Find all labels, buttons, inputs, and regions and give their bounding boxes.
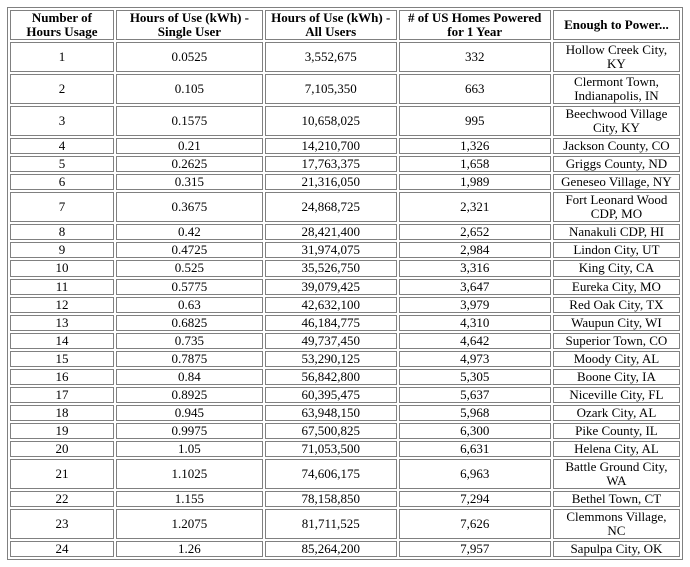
- table-cell: Eureka City, MO: [553, 279, 680, 295]
- table-cell: 1,658: [399, 156, 551, 172]
- table-cell: 0.5775: [116, 279, 263, 295]
- table-cell: 15: [10, 351, 114, 367]
- table-cell: 0.735: [116, 333, 263, 349]
- table-cell: 0.525: [116, 260, 263, 276]
- table-row: [10, 333, 680, 349]
- table-cell: 4,642: [399, 333, 551, 349]
- table-cell: 995: [399, 106, 551, 136]
- table-cell: 7,957: [399, 541, 551, 557]
- table-cell: 3,316: [399, 260, 551, 276]
- table-cell: 12: [10, 297, 114, 313]
- header-row: [10, 10, 680, 40]
- table-cell: 78,158,850: [265, 491, 397, 507]
- table-cell: Beechwood Village City, KY: [553, 106, 680, 136]
- table-cell: 332: [399, 42, 551, 72]
- column-header-enough-to-power: Enough to Power...: [553, 10, 680, 40]
- table-cell: Ozark City, AL: [553, 405, 680, 421]
- table-cell: 6: [10, 174, 114, 190]
- table-cell: 0.4725: [116, 242, 263, 258]
- table-cell: 74,606,175: [265, 459, 397, 489]
- table-cell: 3,552,675: [265, 42, 397, 72]
- table-cell: 7,105,350: [265, 74, 397, 104]
- table-cell: 1.05: [116, 441, 263, 457]
- table-cell: 0.0525: [116, 42, 263, 72]
- table-row: [10, 459, 680, 489]
- table-cell: 10,658,025: [265, 106, 397, 136]
- table-row: [10, 315, 680, 331]
- table-cell: 2,321: [399, 192, 551, 222]
- table-cell: 1.26: [116, 541, 263, 557]
- table-cell: 60,395,475: [265, 387, 397, 403]
- table-cell: 14,210,700: [265, 138, 397, 154]
- table-row: [10, 491, 680, 507]
- table-row: [10, 106, 680, 136]
- table-row: [10, 405, 680, 421]
- table-cell: 2: [10, 74, 114, 104]
- table-row: [10, 441, 680, 457]
- table-cell: Moody City, AL: [553, 351, 680, 367]
- table-cell: 85,264,200: [265, 541, 397, 557]
- table-cell: 0.63: [116, 297, 263, 313]
- table-cell: 0.945: [116, 405, 263, 421]
- table-cell: 1.155: [116, 491, 263, 507]
- table-row: [10, 509, 680, 539]
- table-cell: 6,631: [399, 441, 551, 457]
- table-cell: Sapulpa City, OK: [553, 541, 680, 557]
- table-row: [10, 242, 680, 258]
- table-row: [10, 279, 680, 295]
- table-row: [10, 174, 680, 190]
- table-cell: 0.8925: [116, 387, 263, 403]
- table-cell: Jackson County, CO: [553, 138, 680, 154]
- table-cell: Lindon City, UT: [553, 242, 680, 258]
- table-cell: 0.21: [116, 138, 263, 154]
- table-cell: Geneseo Village, NY: [553, 174, 680, 190]
- table-cell: 18: [10, 405, 114, 421]
- hours-usage-table: [7, 7, 683, 560]
- table-row: [10, 192, 680, 222]
- table-cell: 0.105: [116, 74, 263, 104]
- table-cell: 3,647: [399, 279, 551, 295]
- table-cell: 28,421,400: [265, 224, 397, 240]
- table-cell: 0.84: [116, 369, 263, 385]
- table-cell: 13: [10, 315, 114, 331]
- table-cell: 49,737,450: [265, 333, 397, 349]
- table-cell: King City, CA: [553, 260, 680, 276]
- table-cell: 7,294: [399, 491, 551, 507]
- table-cell: 35,526,750: [265, 260, 397, 276]
- table-cell: 0.6825: [116, 315, 263, 331]
- column-header-homes-powered: # of US Homes Powered for 1 Year: [399, 10, 551, 40]
- table-row: [10, 224, 680, 240]
- table-cell: Clemmons Village, NC: [553, 509, 680, 539]
- table-cell: 8: [10, 224, 114, 240]
- table-cell: Nanakuli CDP, HI: [553, 224, 680, 240]
- table-cell: 81,711,525: [265, 509, 397, 539]
- table-cell: 14: [10, 333, 114, 349]
- table-cell: 1.2075: [116, 509, 263, 539]
- table-body: [10, 42, 680, 557]
- table-cell: Fort Leonard Wood CDP, MO: [553, 192, 680, 222]
- table-cell: 1.1025: [116, 459, 263, 489]
- table-cell: 39,079,425: [265, 279, 397, 295]
- table-cell: 4,310: [399, 315, 551, 331]
- table-cell: 5,968: [399, 405, 551, 421]
- table-cell: 5: [10, 156, 114, 172]
- table-cell: 31,974,075: [265, 242, 397, 258]
- table-row: [10, 260, 680, 276]
- table-cell: 42,632,100: [265, 297, 397, 313]
- table-cell: 2,652: [399, 224, 551, 240]
- table-cell: Red Oak City, TX: [553, 297, 680, 313]
- table-cell: 4: [10, 138, 114, 154]
- table-cell: 0.315: [116, 174, 263, 190]
- table-cell: 63,948,150: [265, 405, 397, 421]
- table-row: [10, 138, 680, 154]
- column-header-kwh-all-users: Hours of Use (kWh) - All Users: [265, 10, 397, 40]
- table-cell: 0.1575: [116, 106, 263, 136]
- table-cell: Bethel Town, CT: [553, 491, 680, 507]
- table-cell: Battle Ground City, WA: [553, 459, 680, 489]
- table-cell: 17,763,375: [265, 156, 397, 172]
- table-cell: 0.9975: [116, 423, 263, 439]
- table-cell: 67,500,825: [265, 423, 397, 439]
- table-cell: 9: [10, 242, 114, 258]
- column-header-kwh-single-user: Hours of Use (kWh) - Single User: [116, 10, 263, 40]
- table-cell: Pike County, IL: [553, 423, 680, 439]
- table-cell: 7,626: [399, 509, 551, 539]
- table-cell: 2,984: [399, 242, 551, 258]
- table-cell: Boone City, IA: [553, 369, 680, 385]
- column-header-hours-usage: Number of Hours Usage: [10, 10, 114, 40]
- table-cell: 17: [10, 387, 114, 403]
- table-cell: 1,989: [399, 174, 551, 190]
- table-row: [10, 369, 680, 385]
- table-cell: 53,290,125: [265, 351, 397, 367]
- table-cell: 24,868,725: [265, 192, 397, 222]
- table-cell: 0.42: [116, 224, 263, 240]
- table-cell: 20: [10, 441, 114, 457]
- table-cell: 7: [10, 192, 114, 222]
- table-cell: 5,637: [399, 387, 551, 403]
- table-cell: 6,300: [399, 423, 551, 439]
- table-cell: Hollow Creek City, KY: [553, 42, 680, 72]
- table-cell: 10: [10, 260, 114, 276]
- table-cell: Niceville City, FL: [553, 387, 680, 403]
- table-cell: 46,184,775: [265, 315, 397, 331]
- table-cell: 19: [10, 423, 114, 439]
- table-row: [10, 156, 680, 172]
- table-cell: 11: [10, 279, 114, 295]
- table-cell: 16: [10, 369, 114, 385]
- table-row: [10, 297, 680, 313]
- table-cell: Helena City, AL: [553, 441, 680, 457]
- table-cell: Clermont Town, Indianapolis, IN: [553, 74, 680, 104]
- table-cell: Superior Town, CO: [553, 333, 680, 349]
- table-cell: 71,053,500: [265, 441, 397, 457]
- table-row: [10, 387, 680, 403]
- table-cell: 22: [10, 491, 114, 507]
- table-cell: 21,316,050: [265, 174, 397, 190]
- table-row: [10, 423, 680, 439]
- table-cell: 663: [399, 74, 551, 104]
- table-row: [10, 351, 680, 367]
- table-row: [10, 42, 680, 72]
- table-cell: 5,305: [399, 369, 551, 385]
- table-cell: 0.2625: [116, 156, 263, 172]
- table-cell: 56,842,800: [265, 369, 397, 385]
- table-cell: 23: [10, 509, 114, 539]
- table-cell: 1,326: [399, 138, 551, 154]
- table-cell: 6,963: [399, 459, 551, 489]
- table-cell: 21: [10, 459, 114, 489]
- table-cell: 4,973: [399, 351, 551, 367]
- table-cell: 1: [10, 42, 114, 72]
- table-cell: Waupun City, WI: [553, 315, 680, 331]
- table-row: [10, 541, 680, 557]
- table-cell: 0.3675: [116, 192, 263, 222]
- table-row: [10, 74, 680, 104]
- table-cell: 3,979: [399, 297, 551, 313]
- table-cell: 3: [10, 106, 114, 136]
- table-cell: 0.7875: [116, 351, 263, 367]
- table-cell: Griggs County, ND: [553, 156, 680, 172]
- table-cell: 24: [10, 541, 114, 557]
